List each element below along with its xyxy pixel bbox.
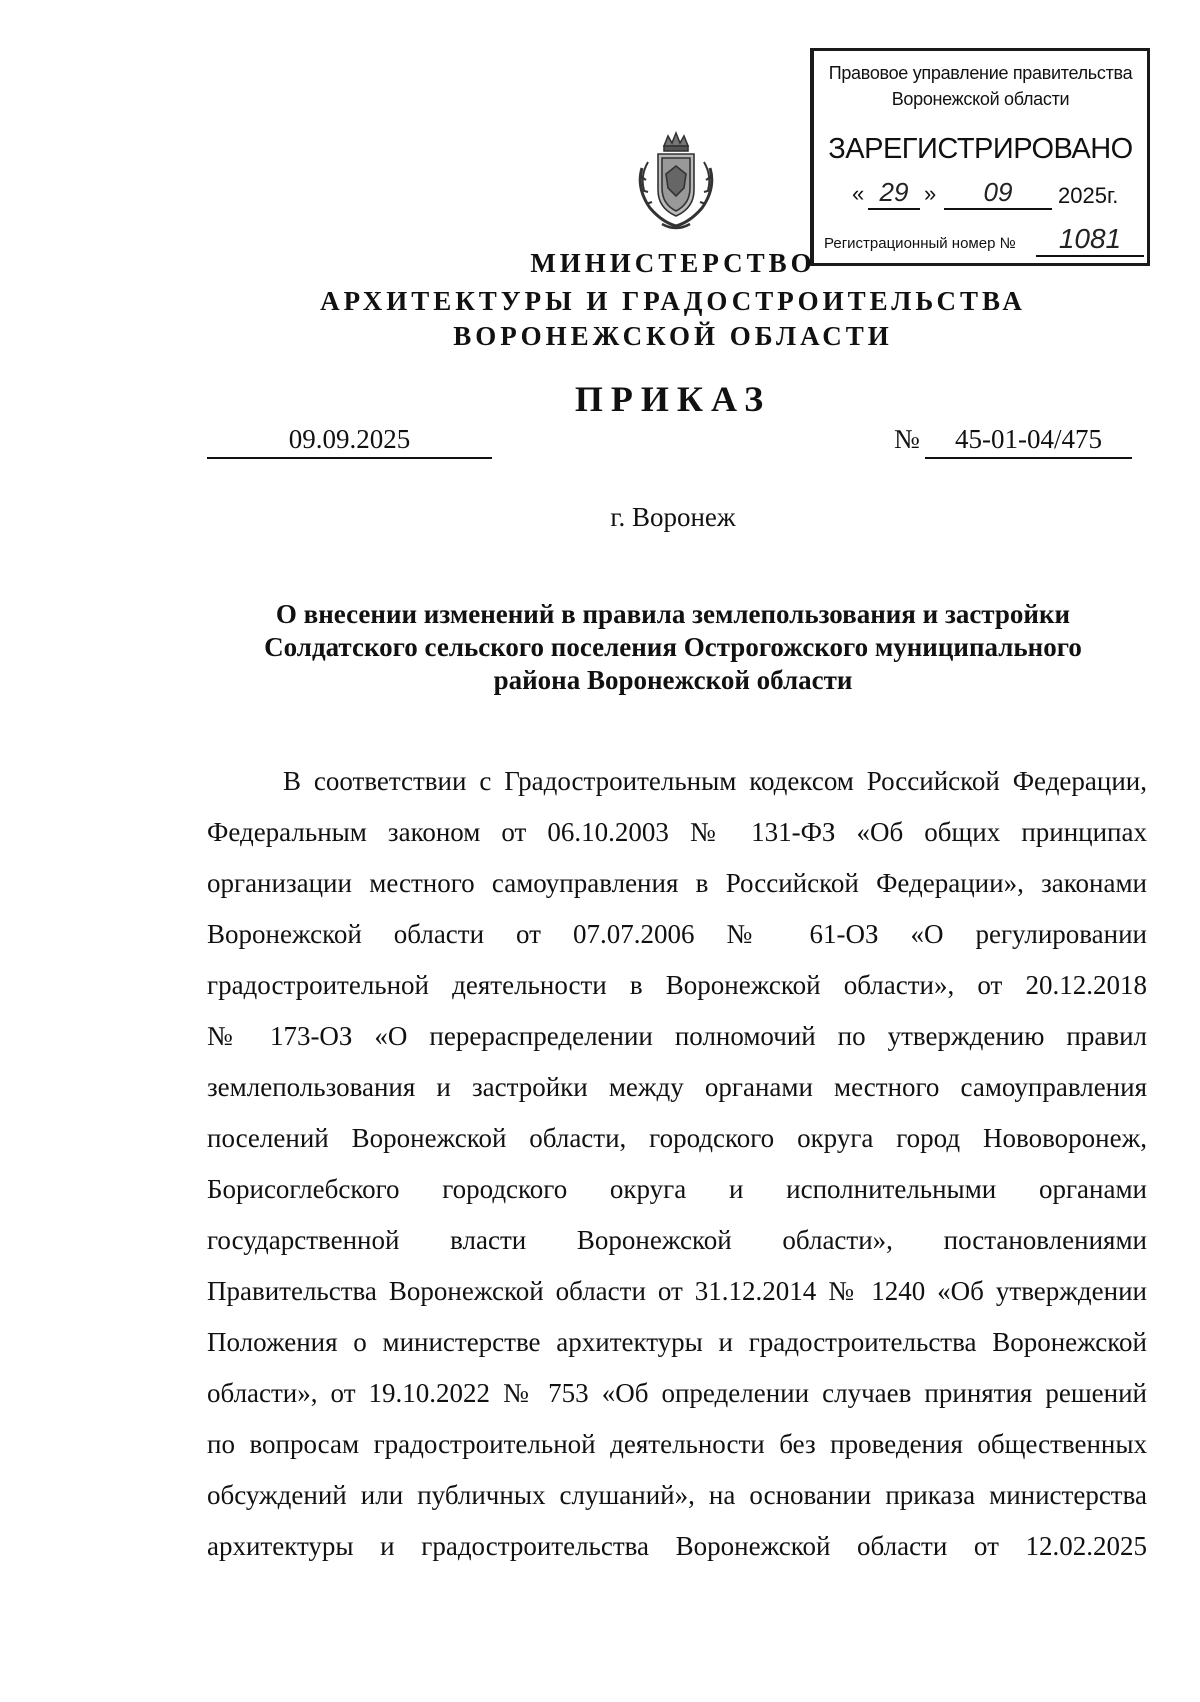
document-city: г. Воронеж — [610, 502, 736, 532]
body-line: В соответствии с Градостроительным кодексом Российской Федерации, — [283, 766, 1147, 796]
stamp-authority-line2: Воронежской области — [891, 89, 1070, 109]
stamp-year: 2025г. — [1058, 183, 1119, 208]
ministry-name-line3: ВОРОНЕЖСКОЙ ОБЛАСТИ — [453, 321, 893, 351]
document-date: 09.09.2025 — [207, 424, 492, 459]
stamp-quote-close: » — [924, 181, 937, 206]
body-line: землепользования и застройки между органами местного самоуправления — [207, 1072, 1147, 1102]
body-line: № 173-ОЗ «О перераспределении полномочий по утверждению правил — [207, 1021, 1147, 1051]
body-line: поселений Воронежской области, городского округа город Нововоронеж, — [207, 1123, 1147, 1153]
stamp-registered-label: ЗАРЕГИСТРИРОВАНО — [828, 133, 1133, 165]
stamp-day: 29 — [868, 177, 920, 210]
body-line: Правительства Воронежской области от 31.12.2014 № 1240 «Об утверждении — [207, 1276, 1147, 1306]
body-line: обсуждений или публичных слушаний», на основании приказа министерства — [207, 1480, 1147, 1510]
stamp-quote-open: « — [852, 181, 865, 206]
registration-stamp — [810, 48, 1150, 266]
body-line: организации местного самоуправления в Российской Федерации», законами — [207, 868, 1147, 898]
document-number: 45-01-04/475 — [925, 424, 1132, 459]
body-line: Борисоглебского городского округа и исполнительными органами — [207, 1174, 1147, 1204]
body-line: Воронежской области от 07.07.2006 № 61-ОЗ «О регулировании — [207, 919, 1147, 949]
coat-of-arms-icon — [622, 128, 730, 236]
body-line: градостроительной деятельности в Воронежской области», от 20.12.2018 — [207, 970, 1147, 1000]
body-line: области», от 19.10.2022 № 753 «Об определении случаев принятия решений — [207, 1378, 1147, 1408]
ministry-name-line2: АРХИТЕКТУРЫ И ГРАДОСТРОИТЕЛЬСТВА — [320, 286, 1026, 316]
stamp-month: 09 — [944, 177, 1052, 210]
body-line: по вопросам градостроительной деятельности без проведения общественных — [207, 1429, 1147, 1459]
subject-line: Солдатского сельского поселения Острогожского муниципального — [264, 632, 1082, 662]
stamp-authority-line1: Правовое управление правительства — [828, 63, 1133, 83]
stamp-reg-number-label: Регистрационный номер № — [824, 235, 1016, 252]
stamp-date — [844, 175, 1137, 215]
document-number-sign: № — [894, 424, 920, 454]
subject-line: О внесении изменений в правила землепользования и застройки — [275, 599, 1071, 629]
document-subject — [0, 598, 1200, 697]
document-type-title: ПРИКАЗ — [574, 379, 772, 419]
body-line: архитектуры и градостроительства Воронежской области от 12.02.2025 — [207, 1531, 1147, 1561]
stamp-reg-number-value: 1081 — [1036, 223, 1144, 257]
body-line: Федеральным законом от 06.10.2003 № 131-ФЗ «Об общих принципах — [207, 817, 1147, 847]
ministry-name-line1: МИНИСТЕРСТВО — [530, 248, 816, 278]
body-line: Положения о министерстве архитектуры и градостроительства Воронежской — [207, 1327, 1147, 1357]
subject-line: района Воронежской области — [493, 665, 853, 695]
body-line: государственной власти Воронежской области», постановлениями — [207, 1225, 1147, 1255]
